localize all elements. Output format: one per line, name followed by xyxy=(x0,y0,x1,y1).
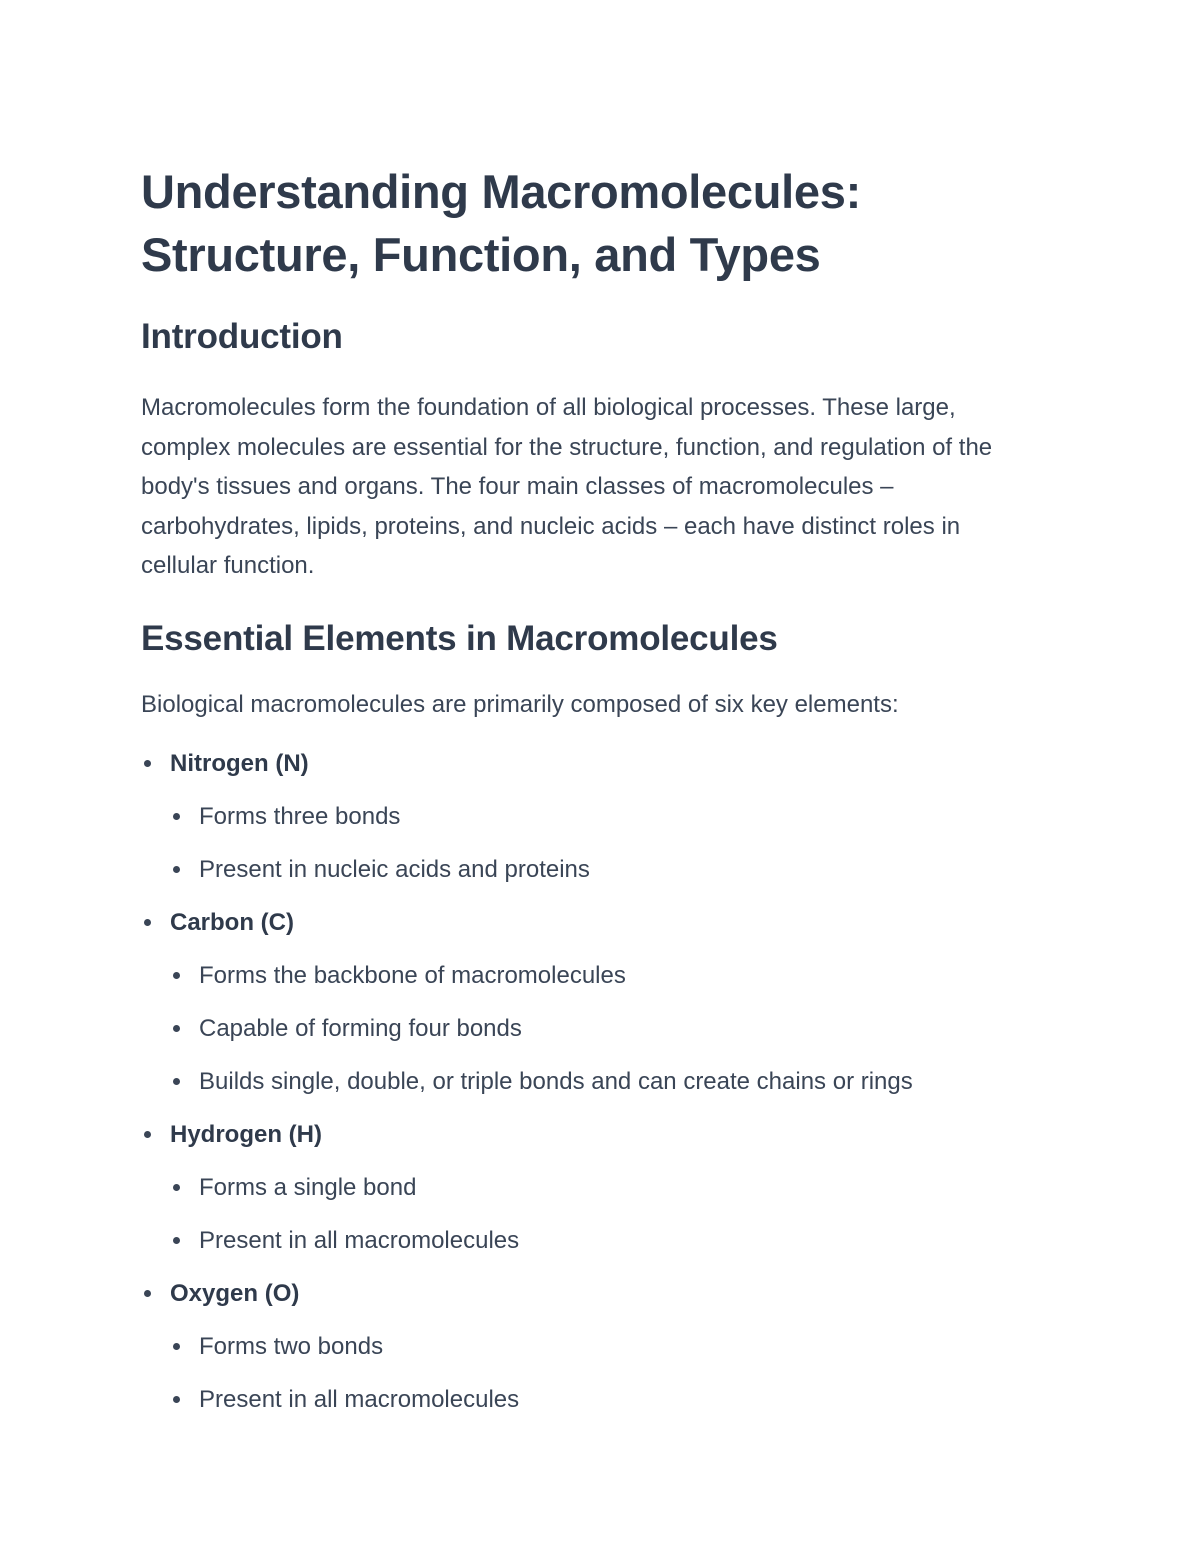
element-point: Capable of forming four bonds xyxy=(170,1002,1041,1055)
element-point: Forms three bonds xyxy=(170,790,1041,843)
element-points xyxy=(170,949,1041,1108)
element-point: Present in all macromolecules xyxy=(170,1373,1041,1426)
element-points xyxy=(170,1320,1041,1426)
element-name: Oxygen (O) xyxy=(170,1280,300,1307)
element-point: Present in all macromolecules xyxy=(170,1214,1041,1267)
element-points xyxy=(170,1161,1041,1267)
introduction-paragraph: Macromolecules form the foundation of all biological processes. These large, complex molecules are essential for the structure, function, and regulation of the body's tissues and organs. The four main classes of macromolecules – carbohydrates, lipids, proteins, and nucleic acids – each have distinct roles in cellular function. xyxy=(141,394,993,579)
element-point: Forms the backbone of macromolecules xyxy=(170,949,1041,1002)
element-point: Builds single, double, or triple bonds and can create chains or rings xyxy=(170,1055,1041,1108)
element-points xyxy=(170,790,1041,896)
document-page xyxy=(141,160,1041,1426)
element-name: Nitrogen (N) xyxy=(170,750,309,777)
elements-list xyxy=(141,737,1041,1426)
element-item-oxygen xyxy=(141,1267,1041,1426)
element-item-hydrogen xyxy=(141,1108,1041,1267)
elements-heading: Essential Elements in Macromolecules xyxy=(141,618,778,658)
element-name: Hydrogen (H) xyxy=(170,1121,322,1148)
element-item-carbon xyxy=(141,896,1041,1108)
element-item-nitrogen xyxy=(141,737,1041,896)
element-point: Forms two bonds xyxy=(170,1320,1041,1373)
introduction-heading: Introduction xyxy=(141,317,343,356)
title-line-1: Understanding Macromolecules: xyxy=(141,165,861,218)
element-name: Carbon (C) xyxy=(170,909,294,936)
element-point: Forms a single bond xyxy=(170,1161,1041,1214)
elements-lead-paragraph: Biological macromolecules are primarily composed of six key elements: xyxy=(141,690,899,718)
title-line-2: Structure, Function, and Types xyxy=(141,228,821,281)
element-point: Present in nucleic acids and proteins xyxy=(170,843,1041,896)
document-title xyxy=(141,160,1041,286)
